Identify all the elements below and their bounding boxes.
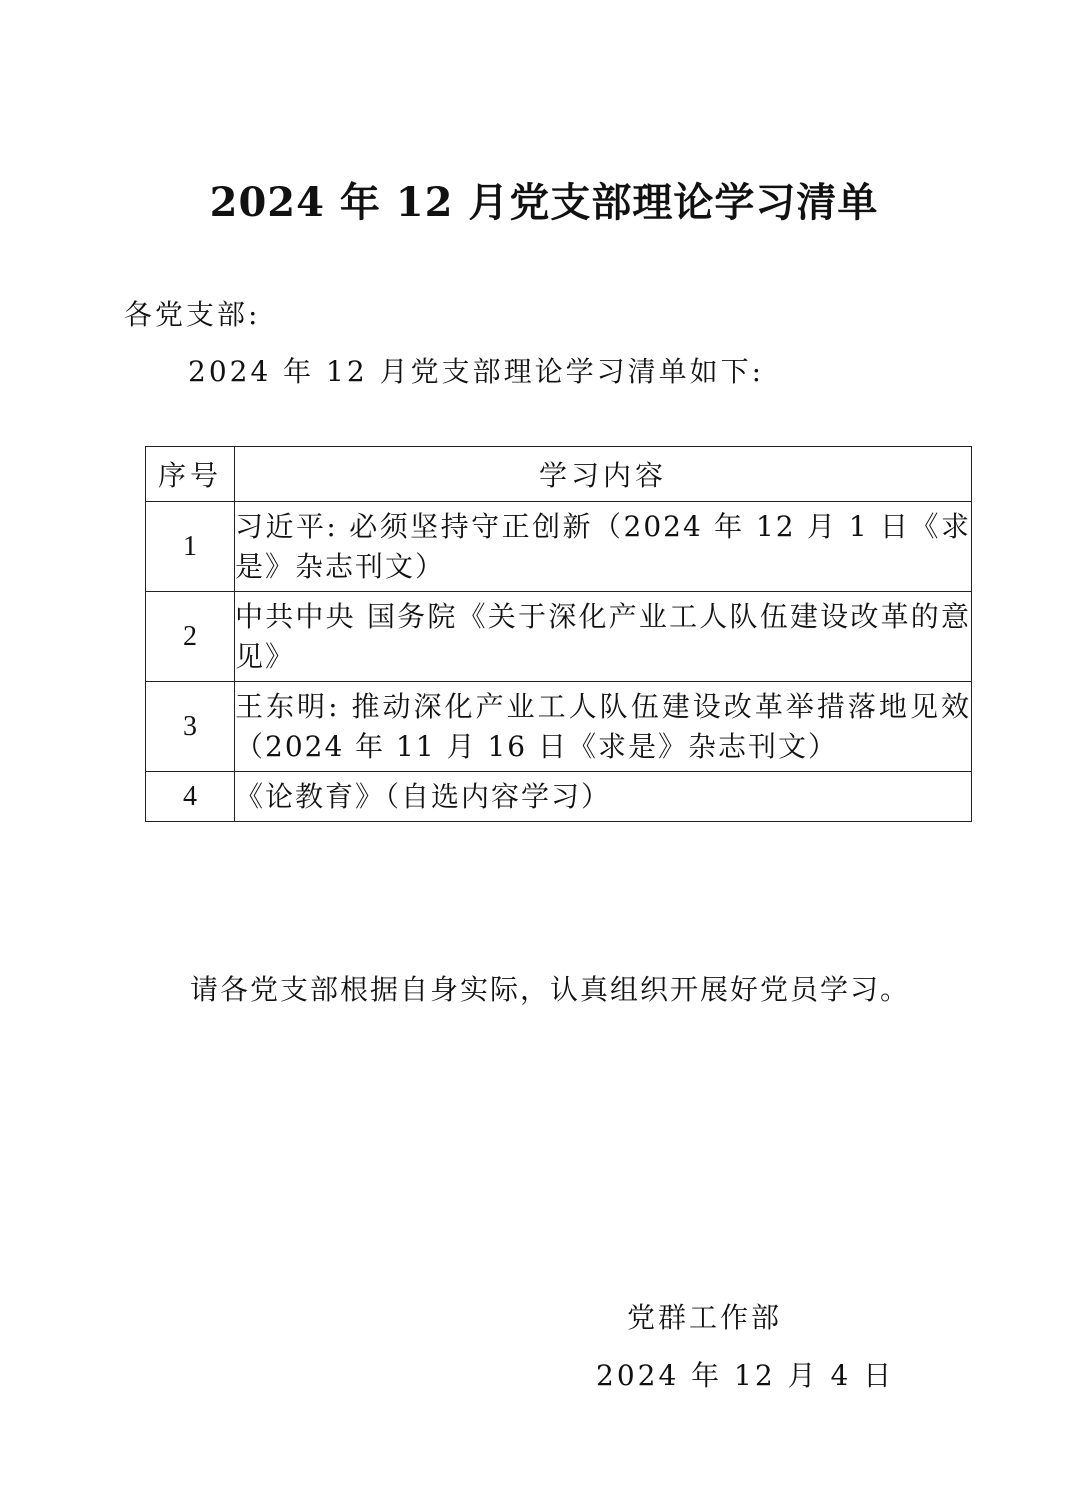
row-content: 中共中央 国务院《关于深化产业工人队伍建设改革的意见》 xyxy=(235,592,972,682)
salutation: 各党支部: xyxy=(124,298,261,331)
row-content: 《论教育》（自选内容学习） xyxy=(235,772,972,822)
row-content: 习近平: 必须坚持守正创新（2024 年 12 月 1 日《求是》杂志刊文） xyxy=(235,502,972,592)
table-row xyxy=(146,502,972,592)
header-content: 学习内容 xyxy=(235,447,972,502)
intro-paragraph: 2024 年 12 月党支部理论学习清单如下: xyxy=(188,355,765,388)
study-list-table xyxy=(145,446,972,822)
document-title: 2024 年 12 月党支部理论学习清单 xyxy=(209,179,879,226)
table-header-row xyxy=(146,447,972,502)
table-row xyxy=(146,682,972,772)
row-number: 3 xyxy=(146,682,235,772)
table-row xyxy=(146,772,972,822)
signature-date: 2024 年 12 月 4 日 xyxy=(596,1359,895,1392)
header-number: 序号 xyxy=(146,447,235,502)
row-number: 2 xyxy=(146,592,235,682)
row-number: 4 xyxy=(146,772,235,822)
row-number: 1 xyxy=(146,502,235,592)
table-row xyxy=(146,592,972,682)
closing-paragraph: 请各党支部根据自身实际，认真组织开展好党员学习。 xyxy=(190,973,911,1006)
signature-department: 党群工作部 xyxy=(627,1301,783,1334)
row-content: 王东明: 推动深化产业工人队伍建设改革举措落地见效（2024 年 11 月 16 日《求是》杂志刊文） xyxy=(235,682,972,772)
